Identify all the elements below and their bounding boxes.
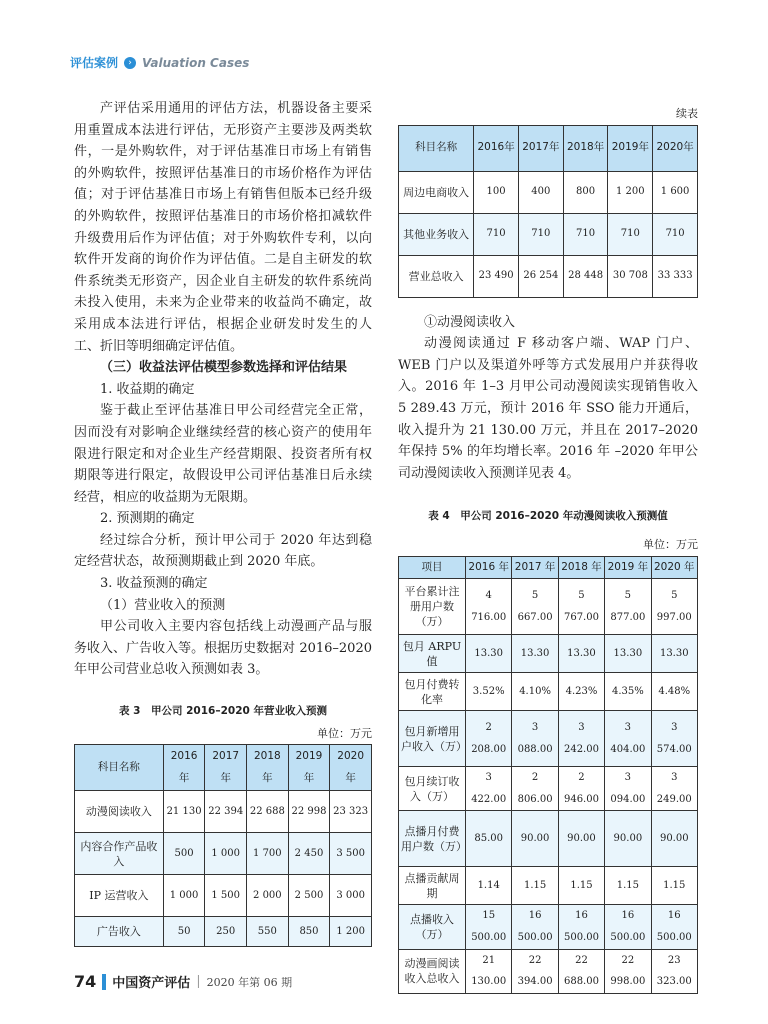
table4-caption: 表 4 甲公司 2016–2020 年动漫阅读收入预测值 (428, 510, 668, 523)
section-title: 评估案例 (70, 56, 119, 70)
table-header: 2017年 (518, 125, 563, 171)
table4-unit: 单位：万元 (643, 537, 698, 551)
table-cell: 包月付费转化率 (399, 673, 466, 711)
table-cell: 1 200 (330, 917, 372, 947)
table-cell: 2 500 (288, 875, 330, 917)
table-cell: 30 708 (608, 255, 653, 297)
table-row (399, 867, 698, 905)
table-cell: 内容合作产品收入 (75, 833, 164, 875)
table-row (399, 673, 698, 711)
table-cell: 点播贡献周期 (399, 867, 466, 905)
table-cell: 710 (563, 213, 608, 255)
table-cell: 22 394 (205, 791, 247, 833)
table-row (399, 255, 698, 297)
paragraph: 产评估采用通用的评估方法，机器设备主要采用重置成本法进行评估，无形资产主要涉及两类软件，一是外购软件，对于评估基准日市场上有销售的外购软件，按照评估基准日的市场价格作为评估值；对于评估基准日市场上有销售但版本已经升级的外购软件，按照评估基准日的市场价格扣减软件升级费用后作为评估值；对于外购软件专利，以向软件开发商的询价作为评估值。二是自主研发的软件系统类无形资产，因企业自主研发的软件系统尚未投入使用，未来为企业带来的收益尚不确定，故采用成本法进行评估，根据企业研发时发生的人工、折旧等明细确定评估值。 (74, 101, 372, 354)
table-cell: 平台累计注册用户数（万） (399, 579, 466, 635)
table-row (399, 711, 698, 767)
table-cell: IP 运营收入 (75, 875, 164, 917)
table-cell: 16 500.00 (512, 905, 558, 949)
table-cell: 16 500.00 (605, 905, 651, 949)
table-cell: 710 (474, 213, 519, 255)
table-cell: 3 094.00 (605, 767, 651, 811)
table-cell: 710 (653, 213, 698, 255)
table-cell: 13.30 (651, 635, 697, 673)
table-row (399, 635, 698, 673)
table-cell: 1 200 (608, 171, 653, 213)
table-cell: 3.52% (466, 673, 512, 711)
table-cell: 点播收入（万） (399, 905, 466, 949)
table-row (399, 767, 698, 811)
table-cell: 26 254 (518, 255, 563, 297)
table-cell: 3 422.00 (466, 767, 512, 811)
table-cell: 5 877.00 (605, 579, 651, 635)
table-cell: 90.00 (605, 811, 651, 867)
table-cell: 广告收入 (75, 917, 164, 947)
table-header: 2016年 (474, 125, 519, 171)
table4 (398, 556, 698, 994)
table-row (399, 213, 698, 255)
table-cell: 1.15 (651, 867, 697, 905)
table-header: 2020年 (330, 745, 372, 791)
table-row (75, 875, 372, 917)
section-title-en: Valuation Cases (142, 55, 250, 70)
table-cell: 50 (163, 917, 205, 947)
chevron-right-icon: › (124, 57, 136, 69)
table-cell: 22 998 (288, 791, 330, 833)
table-row (399, 171, 698, 213)
table-header: 2018 年 (558, 556, 604, 579)
table-cell: 850 (288, 917, 330, 947)
table-cell: 22 394.00 (512, 949, 558, 993)
table-cell: 点播月付费用户数（万） (399, 811, 466, 867)
table-cell: 400 (518, 171, 563, 213)
table-cell: 5 667.00 (512, 579, 558, 635)
table-cell: 1.15 (512, 867, 558, 905)
table-cell: 13.30 (512, 635, 558, 673)
table-cell: 2 806.00 (512, 767, 558, 811)
table-cell: 16 500.00 (651, 905, 697, 949)
table-cell: 100 (474, 171, 519, 213)
table-row (75, 791, 372, 833)
table-cell: 22 688.00 (558, 949, 604, 993)
table-cell: 710 (518, 213, 563, 255)
subheading: 3. 收益预测的确定 (100, 576, 208, 592)
table3-unit: 单位：万元 (317, 726, 372, 740)
table-cell: 5 767.00 (558, 579, 604, 635)
subheading: 2. 预测期的确定 (100, 511, 195, 527)
table-cell: 23 323.00 (651, 949, 697, 993)
table3-caption: 表 3 甲公司 2016–2020 年营业收入预测 (119, 705, 327, 718)
table-cell: 21 130 (163, 791, 205, 833)
table-cell: 1.14 (466, 867, 512, 905)
table-cell: 2 946.00 (558, 767, 604, 811)
table-cell: 包月 ARPU 值 (399, 635, 466, 673)
table-cell: 23 490 (474, 255, 519, 297)
table-header: 2019 年 (605, 556, 651, 579)
table-header: 2017 年 (512, 556, 558, 579)
table-header: 2019年 (608, 125, 653, 171)
table-cell: 4.48% (651, 673, 697, 711)
subheading: （1）营业收入的预测 (100, 597, 226, 613)
table-cell: 营业总收入 (399, 255, 474, 297)
table-cell: 250 (205, 917, 247, 947)
issue-number: 2020 年第 06 期 (206, 975, 293, 989)
table-header: 2017年 (205, 745, 247, 791)
table-row (399, 949, 698, 993)
table-cell: 4.10% (512, 673, 558, 711)
table-row (399, 811, 698, 867)
table-cell: 22 688 (247, 791, 289, 833)
table-header: 科目名称 (399, 125, 474, 171)
table-cell: 3 242.00 (558, 711, 604, 767)
table-cell: 710 (608, 213, 653, 255)
table-cell: 1.15 (605, 867, 651, 905)
table-header: 项目 (399, 556, 466, 579)
table-cell: 15 500.00 (466, 905, 512, 949)
table-row (399, 905, 698, 949)
table-row (399, 579, 698, 635)
paragraph: 鉴于截止至评估基准日甲公司经营完全正常，因而没有对影响企业继续经营的核心资产的使用年限进行限定和对企业生产经营期限、投资者所有权期限等进行限定，故假设甲公司评估基准日后永续经营，相应的收益期为无限期。 (74, 403, 372, 505)
table-cell: 3 500 (330, 833, 372, 875)
table-cell: 3 088.00 (512, 711, 558, 767)
table-header: 科目名称 (75, 745, 164, 791)
table-row (75, 833, 372, 875)
table3-continued (398, 125, 698, 298)
running-header (70, 54, 249, 71)
table-cell: 3 574.00 (651, 711, 697, 767)
table-cell: 1 000 (205, 833, 247, 875)
table-cell: 4 716.00 (466, 579, 512, 635)
table-cell: 1 000 (163, 875, 205, 917)
table-cell: 3 404.00 (605, 711, 651, 767)
table-header: 2020年 (653, 125, 698, 171)
magazine-title: 中国资产评估 (112, 976, 191, 991)
right-column (398, 103, 698, 994)
table-header: 2018年 (247, 745, 289, 791)
table-cell: 2 208.00 (466, 711, 512, 767)
table-cell: 2 450 (288, 833, 330, 875)
table-cell: 5 997.00 (651, 579, 697, 635)
left-column (74, 98, 372, 947)
table-cell: 90.00 (651, 811, 697, 867)
table-cell: 13.30 (605, 635, 651, 673)
table-cell: 500 (163, 833, 205, 875)
table-cell: 33 333 (653, 255, 698, 297)
table-cell: 1 600 (653, 171, 698, 213)
table-header: 2018年 (563, 125, 608, 171)
subheading: ①动漫阅读收入 (424, 314, 516, 330)
table-header: 2019年 (288, 745, 330, 791)
table-cell: 28 448 (563, 255, 608, 297)
table-cell: 23 323 (330, 791, 372, 833)
table-cell: 1.15 (558, 867, 604, 905)
table-cell: 包月续订收入（万） (399, 767, 466, 811)
subheading: 1. 收益期的确定 (100, 381, 195, 397)
table-cell: 其他业务收入 (399, 213, 474, 255)
table-header: 2020 年 (651, 556, 697, 579)
section-heading: （三）收益法评估模型参数选择和评估结果 (100, 360, 348, 376)
paragraph: 甲公司收入主要内容包括线上动漫画产品与服务收入、广告收入等。根据历史数据对 2016–2020 年甲公司营业总收入预测如表 3。 (74, 619, 372, 678)
table-row (75, 917, 372, 947)
table-cell: 90.00 (558, 811, 604, 867)
table-cell: 21 130.00 (466, 949, 512, 993)
table-cell: 800 (563, 171, 608, 213)
table-cell: 16 500.00 (558, 905, 604, 949)
table-cell: 3 249.00 (651, 767, 697, 811)
table-cell: 85.00 (466, 811, 512, 867)
table-header: 2016年 (163, 745, 205, 791)
table3 (74, 744, 372, 947)
table-cell: 4.35% (605, 673, 651, 711)
page-number: 74 (74, 972, 97, 991)
table-cell: 13.30 (466, 635, 512, 673)
table-cell: 550 (247, 917, 289, 947)
table-cell: 1 700 (247, 833, 289, 875)
table-cell: 3 000 (330, 875, 372, 917)
table-cell: 90.00 (512, 811, 558, 867)
footer-divider (102, 974, 106, 990)
table-cell: 2 000 (247, 875, 289, 917)
paragraph: 经过综合分析，预计甲公司于 2020 年达到稳定经营状态，故预测期截止到 2020 年底。 (74, 532, 372, 570)
paragraph: 动漫阅读通过 F 移动客户端、WAP 门户、WEB 门户以及渠道外呼等方式发展用户并获得收入。2016 年 1–3 月甲公司动漫阅读实现销售收入 5 289.43 万元，预计 2016 年 SSO 能力开通后，收入提升为 21 130.00 万元，并且在 2017–2020 年保持 5% 的年均增长率。2016 年 –2020 年甲公司动漫阅读收入预测详见表 4。 (398, 336, 698, 481)
table-cell: 1 500 (205, 875, 247, 917)
separator: | (196, 974, 201, 989)
table-cell: 22 998.00 (605, 949, 651, 993)
table-header: 2016 年 (466, 556, 512, 579)
table-cell: 13.30 (558, 635, 604, 673)
table-cell: 动漫画阅读收入总收入 (399, 949, 466, 993)
continued-label: 续表 (676, 107, 698, 120)
table-cell: 包月新增用户收入（万） (399, 711, 466, 767)
table-cell: 周边电商收入 (399, 171, 474, 213)
table-cell: 动漫阅读收入 (75, 791, 164, 833)
page-footer (74, 972, 292, 991)
table-cell: 4.23% (558, 673, 604, 711)
